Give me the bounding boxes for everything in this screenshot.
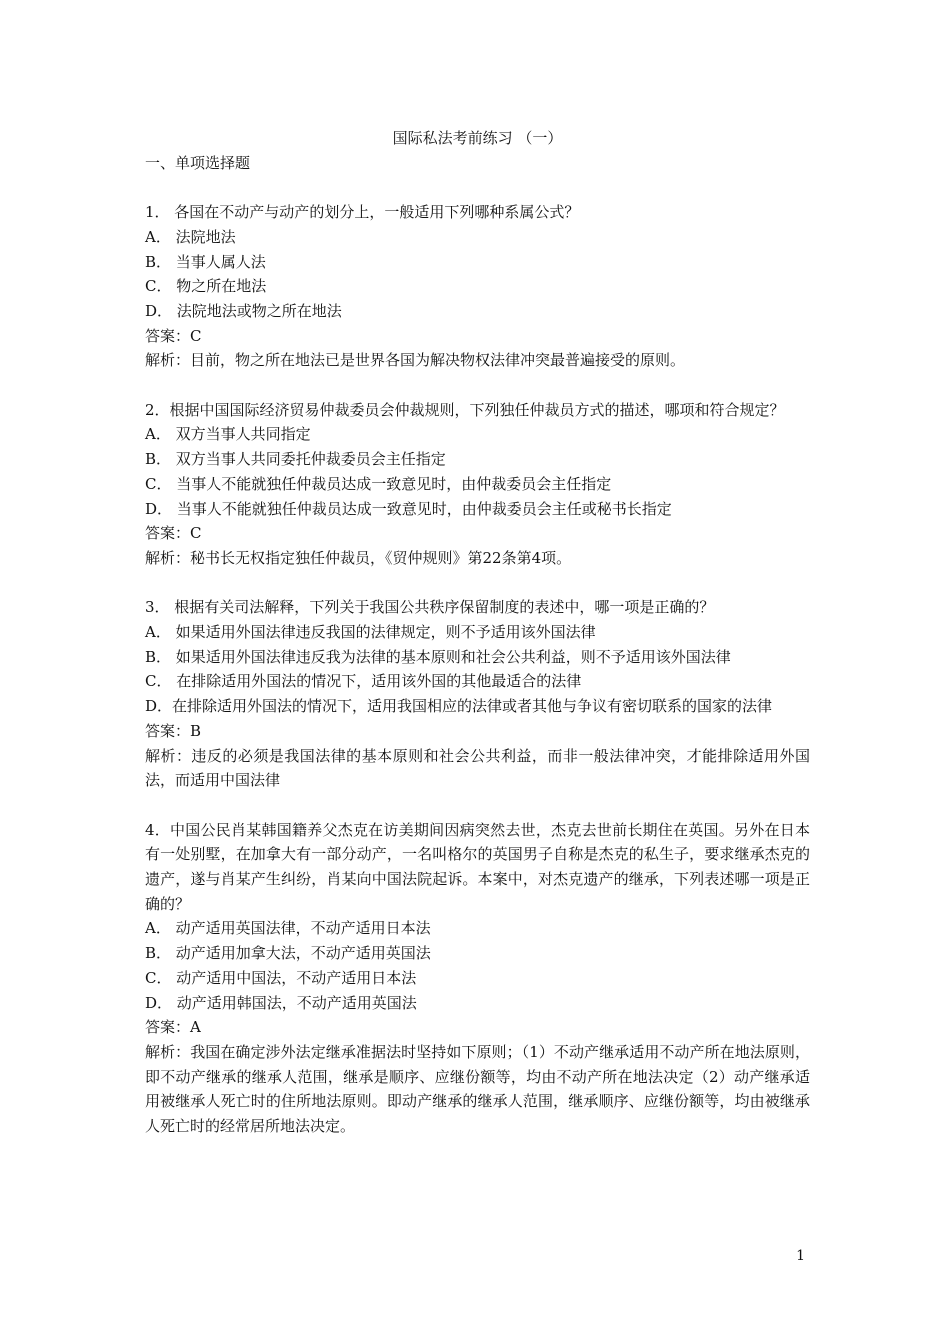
answer: 答案：C (145, 524, 202, 543)
option-a: A． 动产适用英国法律，不动产适用日本法 (145, 919, 431, 938)
option-a: A． 双方当事人共同指定 (145, 425, 311, 444)
option-c: C． 动产适用中国法，不动产适用日本法 (145, 968, 417, 987)
question-2 (145, 398, 810, 571)
option-c: C． 在排除适用外国法的情况下，适用该外国的其他最适合的法律 (145, 672, 582, 691)
option-a: A． 法院地法 (145, 227, 236, 246)
option-d: D．在排除适用外国法的情况下，适用我国相应的法律或者其他与争议有密切联系的国家的法律 (145, 697, 773, 716)
question-3 (145, 595, 810, 793)
option-c: C． 物之所在地法 (145, 277, 267, 296)
analysis: 解析：违反的必须是我国法律的基本原则和社会公共利益，而非一般法律冲突，才能排除适用外国法，而适用中国法律 (145, 746, 810, 790)
document-title: 国际私法考前练习 （一） (392, 129, 563, 147)
option-b: B． 双方当事人共同委托仲裁委员会主任指定 (145, 450, 446, 469)
question-stem: 3． 根据有关司法解释，下列关于我国公共秩序保留制度的表述中，哪一项是正确的？ (145, 598, 715, 617)
document-body (145, 126, 810, 1139)
option-b: B． 当事人属人法 (145, 252, 266, 271)
question-stem: 4．中国公民肖某韩国籍养父杰克在访美期间因病突然去世，杰克去世前长期住在英国。另外在日本有一处别墅，在加拿大有一部分动产，一名叫格尔的英国男子自称是杰克的私生子，要求继承杰克的遗产，遂与肖某产生纠纷，肖某向中国法院起诉。本案中，对杰克遗产的继承，下列表述哪一项是正确的？ (145, 820, 810, 913)
option-a: A． 如果适用外国法律违反我国的法律规定，则不予适用该外国法律 (145, 623, 596, 642)
page-number: 1 (796, 1248, 805, 1264)
option-b: B． 动产适用加拿大法，不动产适用英国法 (145, 944, 431, 963)
analysis: 解析：目前，物之所在地法已是世界各国为解决物权法律冲突最普遍接受的原则。 (145, 351, 686, 370)
answer: 答案：C (145, 326, 202, 345)
question-1 (145, 200, 810, 373)
option-c: C． 当事人不能就独任仲裁员达成一致意见时，由仲裁委员会主任指定 (145, 474, 612, 493)
analysis: 解析：我国在确定涉外法定继承准据法时坚持如下原则；（1）不动产继承适用不动产所在地法原则，即不动产继承的继承人范围，继承是顺序、应继份额等，均由不动产所在地法决定（2）动产继承适用被继承人死亡时的住所地法原则。即动产继承的继承人范围，继承顺序、应继份额等，均由被继承人死亡时的经常居所地法决定。 (145, 1042, 810, 1136)
option-b: B． 如果适用外国法律违反我为法律的基本原则和社会公共利益，则不予适用该外国法律 (145, 647, 731, 666)
question-stem: 1． 各国在不动产与动产的划分上，一般适用下列哪种系属公式？ (145, 203, 580, 222)
section-heading: 一、单项选择题 (145, 153, 251, 172)
option-d: D． 法院地法或物之所在地法 (145, 301, 342, 320)
answer: 答案：B (145, 721, 202, 740)
question-stem: 2．根据中国国际经济贸易仲裁委员会仲裁规则，下列独任仲裁员方式的描述，哪项和符合规定？ (145, 400, 785, 419)
answer: 答案：A (145, 1018, 201, 1037)
option-d: D． 当事人不能就独任仲裁员达成一致意见时，由仲裁委员会主任或秘书长指定 (145, 499, 672, 518)
analysis: 解析：秘书长无权指定独任仲裁员，《贸仲规则》第22条第4项。 (145, 548, 572, 567)
option-d: D． 动产适用韩国法，不动产适用英国法 (145, 993, 417, 1012)
question-4 (145, 818, 810, 1139)
